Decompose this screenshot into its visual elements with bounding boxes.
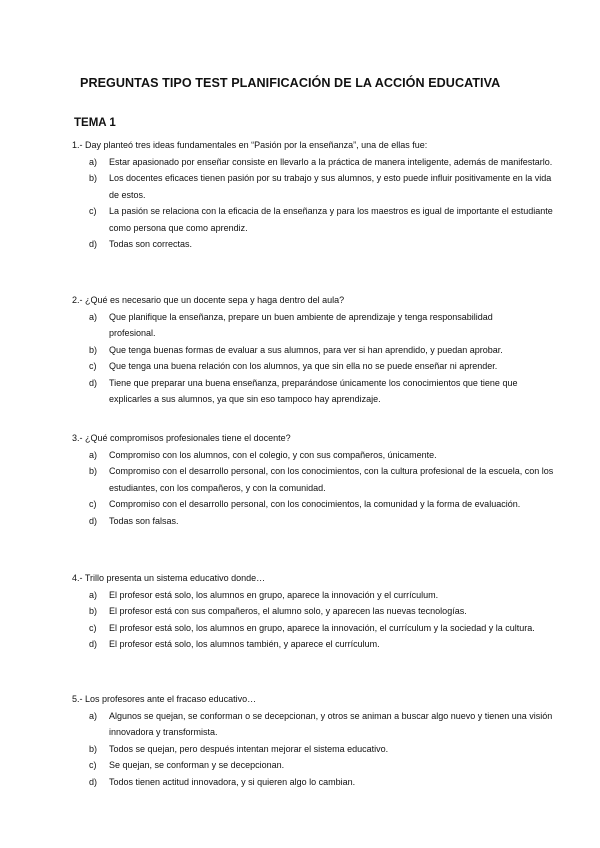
question-text: 2.- ¿Qué es necesario que un docente sepa y haga dentro del aula? xyxy=(72,295,345,305)
option-letter: b) xyxy=(89,606,98,616)
option-c xyxy=(72,620,562,637)
option-c xyxy=(72,203,562,236)
option-text: Que tenga buenas formas de evaluar a sus alumnos, para ver si han aprendido, y puedan aprobar. xyxy=(109,344,503,355)
option-a xyxy=(72,447,562,464)
option-letter: c) xyxy=(89,206,97,216)
option-a xyxy=(72,154,562,171)
question-5 xyxy=(72,691,562,790)
option-text: Tiene que preparar una buena enseñanza, preparándose únicamente los conocimientos que tiene que explicarles a sus alumnos, ya que sin eso tampoco hay aprendizaje. xyxy=(109,377,518,404)
option-letter: d) xyxy=(89,515,98,526)
option-c xyxy=(72,358,562,375)
option-letter: c) xyxy=(89,760,97,770)
option-text: La pasión se relaciona con la eficacia de la enseñanza y para los maestros es igual de importante el estudiante como persona que como aprendiz. xyxy=(109,206,553,233)
option-text: El profesor está solo, los alumnos también, y aparece el currículum. xyxy=(109,639,380,649)
option-text: El profesor está solo, los alumnos en grupo, aparece la innovación, el currículum y la sociedad y la cultura. xyxy=(109,622,535,633)
option-text: El profesor está con sus compañeros, el alumno solo, y aparecen las nuevas tecnologías. xyxy=(109,606,467,616)
option-letter: d) xyxy=(89,239,98,249)
question-3 xyxy=(72,430,562,529)
option-b xyxy=(72,463,562,496)
option-letter: a) xyxy=(89,156,98,167)
option-letter: b) xyxy=(89,743,98,754)
option-letter: b) xyxy=(89,173,98,183)
option-b xyxy=(72,603,562,620)
question-text: 1.- Day planteó tres ideas fundamentales en “Pasión por la enseñanza”, una de ellas fue: xyxy=(72,140,428,150)
option-letter: d) xyxy=(89,377,98,388)
question-1 xyxy=(72,137,562,253)
option-b xyxy=(72,342,562,359)
section-heading: TEMA 1 xyxy=(74,117,116,129)
option-d xyxy=(72,513,562,530)
option-c xyxy=(72,757,562,774)
option-letter: b) xyxy=(89,344,98,355)
option-text: Todas son falsas. xyxy=(109,515,179,526)
option-b xyxy=(72,170,562,203)
option-c xyxy=(72,496,562,513)
option-text: Todas son correctas. xyxy=(109,239,193,249)
option-text: Que tenga una buena relación con los alumnos, ya que sin ella no se puede enseñar ni aprender. xyxy=(109,361,498,371)
option-text: Compromiso con el desarrollo personal, con los conocimientos, con la cultura profesional de la escuela, con los estudiantes, con los compañeros, y con la comunidad. xyxy=(109,466,554,493)
option-text: El profesor está solo, los alumnos en grupo, aparece la innovación y el currículum. xyxy=(109,589,439,600)
option-a xyxy=(72,708,562,741)
option-letter: a) xyxy=(89,589,98,600)
option-letter: d) xyxy=(89,639,98,649)
option-d xyxy=(72,636,562,653)
option-text: Que planifique la enseñanza, prepare un buen ambiente de aprendizaje y tenga responsabilidad profesional. xyxy=(109,311,493,338)
option-d xyxy=(72,774,562,791)
option-letter: b) xyxy=(89,466,98,476)
option-letter: a) xyxy=(89,311,98,322)
option-letter: c) xyxy=(89,361,97,371)
option-letter: c) xyxy=(89,499,97,509)
question-2 xyxy=(72,292,562,408)
question-4 xyxy=(72,570,562,653)
question-text: 4.- Trillo presenta un sistema educativo donde… xyxy=(72,573,266,583)
option-text: Los docentes eficaces tienen pasión por su trabajo y sus alumnos, y esto puede influir positivamente en la vida de estos. xyxy=(109,173,552,200)
option-a xyxy=(72,587,562,604)
option-text: Estar apasionado por enseñar consiste en llevarlo a la práctica de manera inteligente, además de manifestarlo. xyxy=(109,156,553,167)
option-letter: d) xyxy=(89,776,98,787)
option-text: Compromiso con el desarrollo personal, con los conocimientos, la comunidad y la forma de evaluación. xyxy=(109,499,521,509)
option-text: Se quejan, se conforman y se decepcionan. xyxy=(109,760,285,770)
option-text: Compromiso con los alumnos, con el colegio, y con sus compañeros, únicamente. xyxy=(109,449,437,460)
option-text: Algunos se quejan, se conforman o se decepcionan, y otros se animan a buscar algo nuevo y tienen una visión innovadora y transformista. xyxy=(109,710,553,737)
option-text: Todos tienen actitud innovadora, y si quieren algo lo cambian. xyxy=(109,776,356,787)
question-text: 3.- ¿Qué compromisos profesionales tiene el docente? xyxy=(72,433,291,443)
option-letter: a) xyxy=(89,710,98,721)
option-d xyxy=(72,236,562,253)
option-b xyxy=(72,741,562,758)
document-title: PREGUNTAS TIPO TEST PLANIFICACIÓN DE LA ACCIÓN EDUCATIVA xyxy=(80,76,501,90)
option-d xyxy=(72,375,562,408)
option-letter: a) xyxy=(89,449,98,460)
option-a xyxy=(72,309,562,342)
option-text: Todos se quejan, pero después intentan mejorar el sistema educativo. xyxy=(109,743,389,754)
option-letter: c) xyxy=(89,622,97,633)
question-text: 5.- Los profesores ante el fracaso educativo… xyxy=(72,694,257,704)
